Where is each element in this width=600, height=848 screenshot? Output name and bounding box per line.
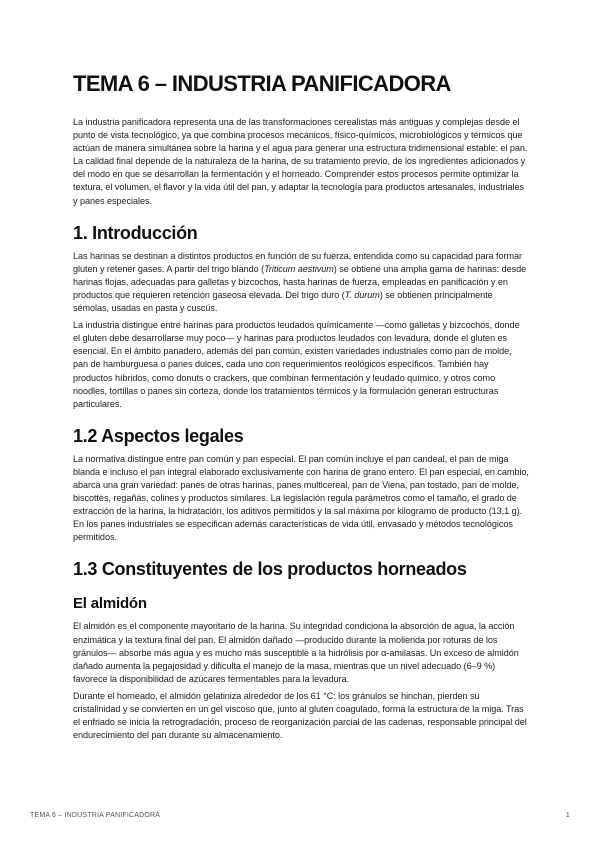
page-title: TEMA 6 – INDUSTRIA PANIFICADORA [73,71,451,96]
footer-title: TEMA 6 – INDUSTRIA PANIFICADORA [30,812,161,819]
section-title-constituyentes: 1.3 Constituyentes de los productos horneados [73,559,467,580]
introduccion-paragraph-2: La industria distingue entre harinas para productos leudados químicamente —como galletas y bizcochos, donde el gluten debe desarrollarse muy poco— y harinas para productos leudados con levadura, donde el gluten es esencial. En el ámbito panadero, además del pan común, existen variedades industriales como pan de molde, pan de hamburguesa o panes dulces, cada uno con requerimientos reológicos específicos. También hay productos híbridos, como donuts o crackers, que combinan fermentación y leudado químico, y otros como noodles, tortillas o panes sin corteza, donde los tratamientos térmicos y la formulación generan estructuras particulares. [73,320,520,409]
species-name: Triticum aestivum [264,263,334,274]
section-title-aspectos-legales: 1.2 Aspectos legales [73,425,244,446]
introduccion-paragraph-1: Las harinas se destinan a distintos productos en función de su fuerza, entendida como su capacidad para formar gluten y retener gases. A partir del trigo blando (Triticum aestivum) se obtiene una amplia gama de harinas: desde harinas flojas, adecuadas para galletas y bizcochos, hasta harinas de fuerza, empleadas en panificación y en productos que requieren retención gaseosa elevada. Del trigo duro (T. durum) se obtienen principalmente sémolas, usadas en pasta y cuscús. [73,250,527,314]
page-content [73,71,529,742]
almidon-paragraph-2: Durante el horneado, el almidón gelatiniza alrededor de los 61 °C: los gránulos se hinchan, pierden su cristalinidad y se convierten en un gel viscoso que, junto al gluten coagulado, forma la estructura de la miga. Tras el enfriado se inicia la retrogradación, proceso de reorganización parcial de las cadenas, responsable principal del endurecimiento del pan durante su almacenamiento. [73,690,527,741]
intro-paragraph: La industria panificadora representa una de las transformaciones cerealistas más antiguas y complejas desde el punto de vista tecnológico, ya que combina procesos mecánicos, físico-químicos, microbiológicos y térmicos que actúan de manera simultánea sobre la harina y el agua para generar una estructura tridimensional estable: el pan. La calidad final depende de la naturaleza de la harina, de su tratamiento previo, de los ingredientes adicionados y del modo en que se desarrollan la fermentación y el horneado. Comprender estos procesos permite optimizar la textura, el volumen, el flavor y la vida útil del pan, y adaptar la tecnología para productos artesanales, industriales y panes especiales. [73,117,528,206]
subsection-title-almidon: El almidón [73,595,147,613]
species-name: T. durum [344,289,380,300]
section-title-introduccion: 1. Introducción [73,222,198,243]
page-number: 1 [565,812,570,819]
almidon-paragraph-1: El almidón es el componente mayoritario de la harina. Su integridad condiciona la absorción de agua, la acción enzimática y la textura final del pan. El almidón dañado —producido durante la molienda por roturas de los gránulos— absorbe más agua y es mucho más susceptible a la hidrólisis por α-amilasas. Un exceso de almidón dañado aumenta la pegajosidad y dificulta el manejo de la masa, mientras que un nivel adecuado (6–9 %) favorece la disponibilidad de azúcares fermentables para la levadura. [73,621,519,684]
page-footer [30,812,570,819]
aspectos-legales-paragraph: La normativa distingue entre pan común y pan especial. El pan común incluye el pan candeal, el pan de miga blanda e incluso el pan integral elaborado exclusivamente con harina de grano entero. El pan especial, en cambio, abarca una gran variedad: panes de otras harinas, panes multicereal, pan de Viena, pan tostado, pan de molde, biscottes, regañás, colines y productos similares. La legislación regula parámetros como el tamaño, el grado de extracción de la harina, la hidratación, los aditivos permitidos y la sal máxima por kilogramo de producto (13,1 g). En los panes industriales se especifican además características de vida útil, envasado y métodos tecnológicos permitidos. [73,453,529,543]
